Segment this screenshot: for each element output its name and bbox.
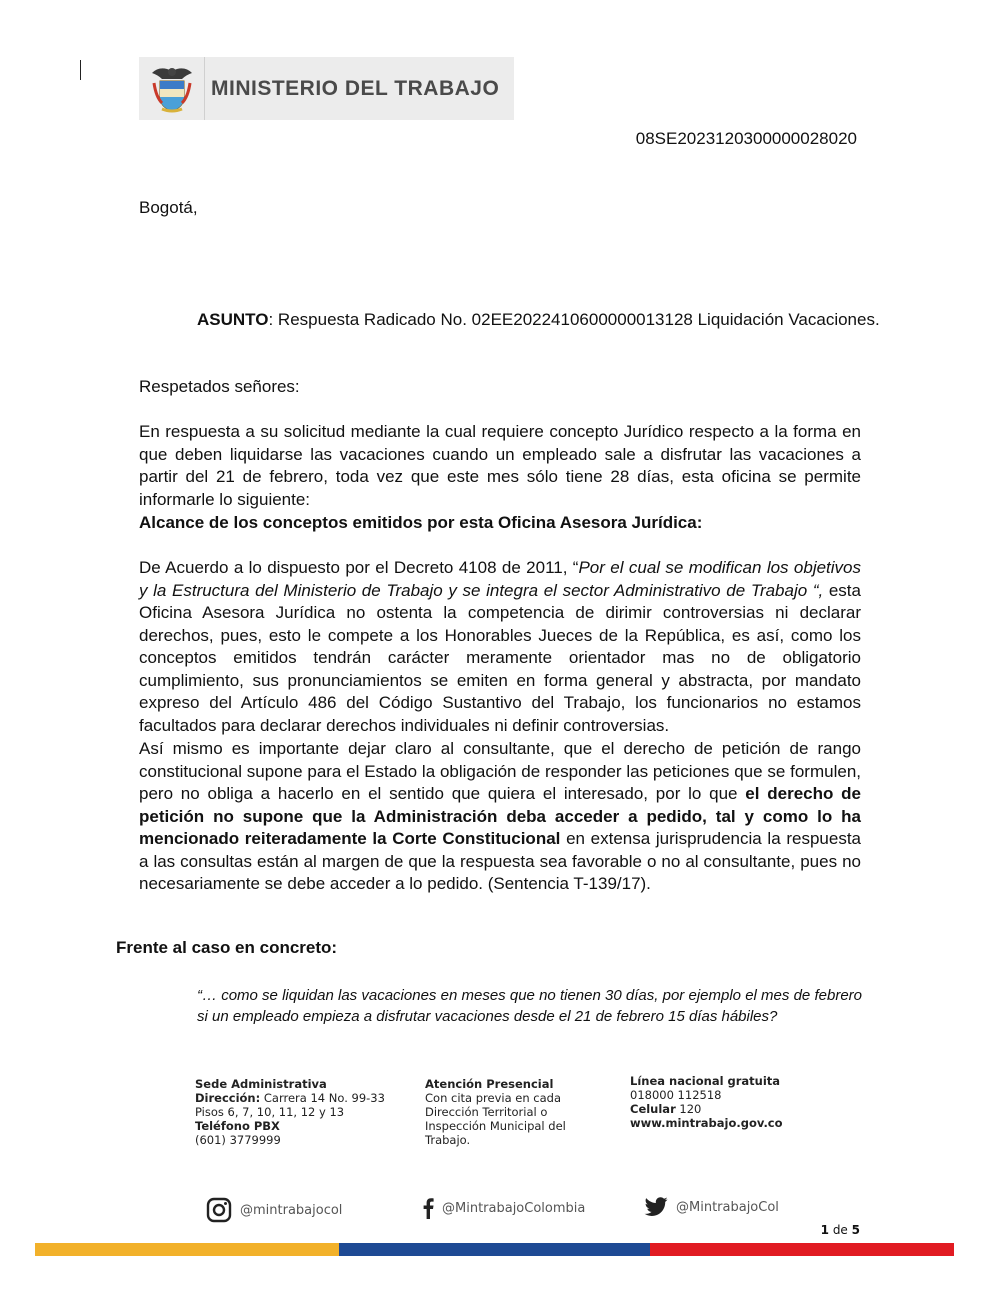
paragraph-peticion-bold: el derecho de petición no supone que la Administración deba acceder a pedido, tal y como lo ha mencionado reiteradamente la Corte Constitucional: [139, 784, 861, 848]
page-current: 1: [820, 1223, 829, 1237]
instagram-handle: @mintrabajocol: [240, 1202, 343, 1218]
footer-website-link[interactable]: www.mintrabajo.gov.co: [630, 1116, 783, 1130]
footer-atencion-line4: Trabajo.: [425, 1133, 471, 1147]
city-line: Bogotá,: [139, 198, 198, 217]
footer-tel-value: (601) 3779999: [195, 1133, 281, 1147]
decree-title: Por el cual se modifican los objetivos y la Estructura del Ministerio de Trabajo y se integra el sector Administrativo de Trabajo “,: [139, 558, 862, 600]
page-total: 5: [851, 1223, 860, 1237]
flag-band-yellow: [35, 1243, 339, 1256]
footer-sede: [195, 1077, 405, 1147]
consultation-quote: “… como se liquidan las vacaciones en meses que no tienen 30 días, por ejemplo el mes de febrero si un empleado empieza a disfrutar vacaciones desde el 21 de febrero 15 días hábiles?: [197, 987, 862, 1025]
paragraph-alcance-a: De Acuerdo a lo dispuesto por el Decreto 4108 de 2011, “: [139, 558, 579, 577]
footer-linea: [630, 1074, 830, 1130]
logo-divider: [204, 57, 205, 120]
text-cursor: [80, 60, 81, 80]
logo-text: MINISTERIO DEL TRABAJO: [211, 77, 500, 100]
footer-atencion: [425, 1077, 595, 1147]
footer-atencion-line2: Dirección Territorial o: [425, 1105, 548, 1119]
social-facebook[interactable]: [422, 1197, 585, 1219]
twitter-handle: @MintrabajoCol: [676, 1199, 779, 1215]
paragraph-alcance: [139, 557, 861, 737]
paragraph-peticion-c: en extensa jurisprudencia la respuesta a las consultas están al margen de que la respuesta sea favorable o no al consultante, pues no necesariamente se debe acceder a lo pedido. (Sentencia T-139/17).: [139, 829, 861, 893]
footer-cel-label: Celular: [630, 1102, 676, 1116]
footer-dir-label: Dirección:: [195, 1091, 261, 1105]
footer-pisos: Pisos 6, 7, 10, 11, 12 y 13: [195, 1105, 345, 1119]
page-number: [800, 1223, 860, 1237]
footer-linea-number: 018000 112518: [630, 1088, 722, 1102]
paragraph-intro: En respuesta a su solicitud mediante la cual requiere concepto Jurídico respecto a la forma en que deben liquidarse las vacaciones cuando un empleado sale a disfrutar las vacaciones a partir del 21 de febrero, toda vez que este mes sólo tiene 28 días, esta oficina se permite informarle lo siguiente:: [139, 422, 861, 509]
subject-line: [197, 310, 880, 330]
footer-cel-value: 120: [675, 1102, 702, 1116]
paragraph-alcance-c: esta Oficina Asesora Jurídica no ostenta la competencia de dirimir controversias ni declarar derechos, pues, esto le compete a los Honorables Jueces de la República, es así, como los conceptos emitidos tendrán carácter meramente orientador mas no de obligatorio cumplimiento, sus pronunciamientos se emiten en forma general y abstracta, por mandato expreso del Artículo 486 del Código Sustantivo del Trabajo, los funcionarios no estamos facultados para declarar derechos individuales ni definir controversias.: [139, 580, 861, 735]
footer-linea-title: Línea nacional gratuita: [630, 1074, 781, 1088]
footer-atencion-title: Atención Presencial: [425, 1077, 554, 1091]
subject-label: ASUNTO: [197, 310, 269, 329]
flag-band-blue: [339, 1243, 650, 1256]
instagram-icon: [206, 1197, 232, 1223]
paragraph-peticion: [139, 738, 861, 896]
facebook-icon: [422, 1197, 434, 1219]
footer-sede-title: Sede Administrativa: [195, 1077, 327, 1091]
page-sep: de: [829, 1223, 852, 1237]
heading-alcance: Alcance de los conceptos emitidos por esta Oficina Asesora Jurídica:: [139, 513, 703, 532]
footer-atencion-line1: Con cita previa en cada: [425, 1091, 562, 1105]
heading-caso-concreto: Frente al caso en concreto:: [116, 938, 338, 957]
social-instagram[interactable]: [206, 1197, 342, 1223]
flag-band-red: [650, 1243, 954, 1256]
subject-text: : Respuesta Radicado No. 02EE2022410600000013128 Liquidación Vacaciones.: [268, 310, 880, 329]
facebook-handle: @MintrabajoColombia: [442, 1200, 586, 1216]
coat-of-arms-icon: [148, 63, 196, 115]
footer-tel-label: Teléfono PBX: [195, 1119, 280, 1133]
footer-atencion-line3: Inspección Municipal del: [425, 1119, 566, 1133]
twitter-icon: [644, 1197, 668, 1217]
social-twitter[interactable]: [644, 1197, 779, 1217]
radicado-number: 08SE2023120300000028020: [635, 129, 857, 148]
salutation: Respetados señores:: [139, 377, 300, 396]
paragraph-peticion-a: Así mismo es importante dejar claro al consultante, que el derecho de petición de rango constitucional supone para el Estado la obligación de responder las peticiones que se formulen, pero no obliga a hacerlo en el sentido que quiera el interesado, por lo que: [139, 739, 861, 803]
footer-dir-value: Carrera 14 No. 99-33: [260, 1091, 385, 1105]
